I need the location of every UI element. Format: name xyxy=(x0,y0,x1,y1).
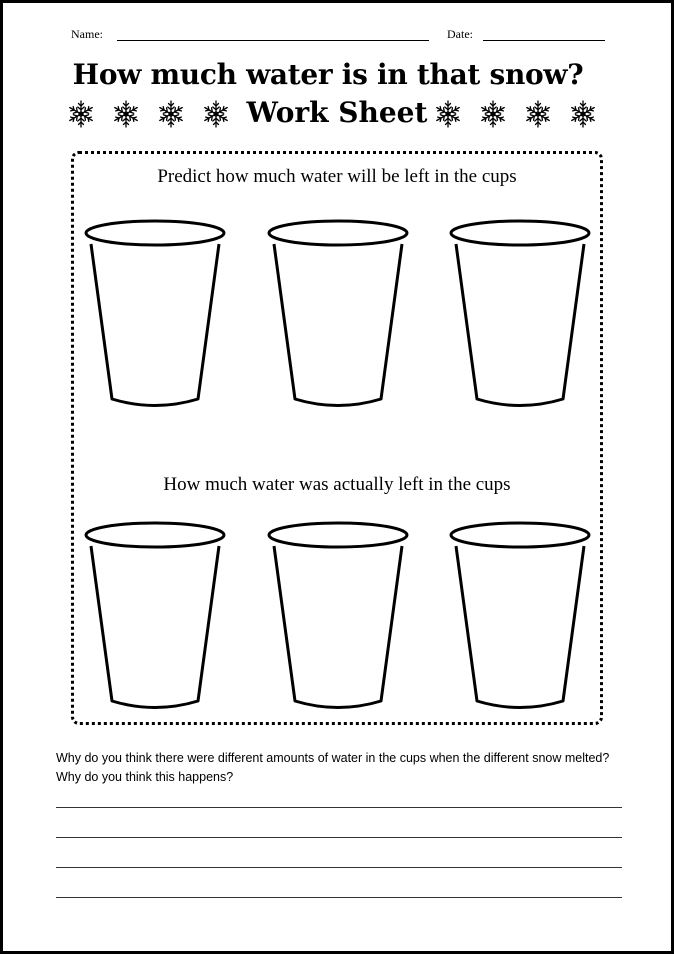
answer-line[interactable] xyxy=(56,897,622,898)
snowflake-icon xyxy=(523,99,553,129)
prediction-cup-2[interactable] xyxy=(265,216,411,412)
reflection-question: Why do you think there were different amounts of water in the cups when the different snow melted? Why do you think this happens? xyxy=(56,751,610,784)
subtitle-row xyxy=(3,96,671,136)
actual-cup-3[interactable] xyxy=(447,518,593,714)
answer-line[interactable] xyxy=(56,867,622,868)
snowflake-icon xyxy=(568,99,598,129)
prediction-cup-3[interactable] xyxy=(447,216,593,412)
prediction-cup-1[interactable] xyxy=(82,216,228,412)
answer-line[interactable] xyxy=(56,837,622,838)
prediction-heading: Predict how much water will be left in the cups xyxy=(157,166,517,187)
snowflake-icon xyxy=(433,99,463,129)
snowflake-icon xyxy=(478,99,508,129)
answer-line[interactable] xyxy=(56,807,622,808)
date-blank-line[interactable] xyxy=(483,40,605,41)
worksheet-title: How much water is in that snow? xyxy=(72,58,584,91)
actual-heading: How much water was actually left in the cups xyxy=(163,474,511,495)
name-label: Name: xyxy=(71,27,103,41)
name-date-row xyxy=(71,27,611,45)
actual-cup-2[interactable] xyxy=(265,518,411,714)
date-label: Date: xyxy=(447,27,473,41)
name-blank-line[interactable] xyxy=(117,40,429,41)
worksheet-subtitle: Work Sheet xyxy=(246,96,428,129)
actual-cup-1[interactable] xyxy=(82,518,228,714)
